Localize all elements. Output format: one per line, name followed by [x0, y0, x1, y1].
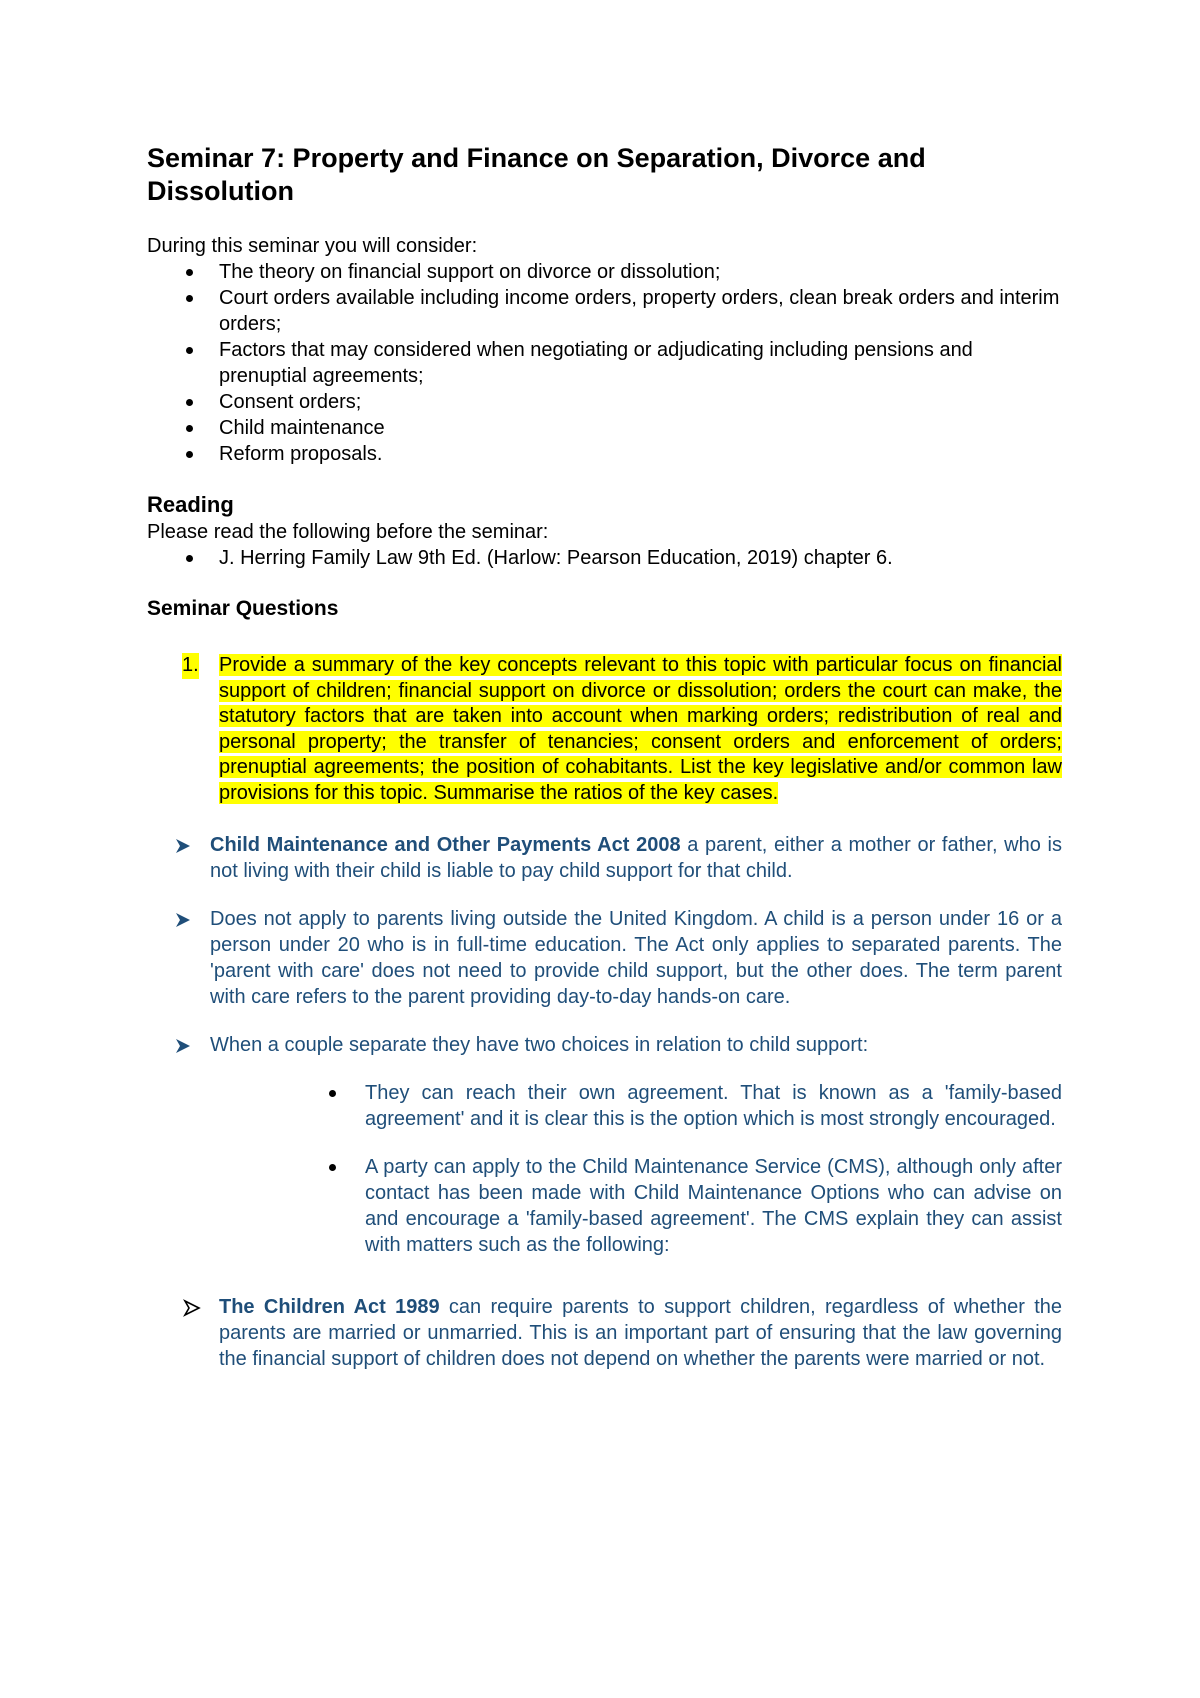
- page-title: Seminar 7: Property and Finance on Separation, Divorce and Dissolution: [147, 143, 926, 206]
- bullet-icon: [186, 451, 193, 458]
- note-choices: When a couple separate they have two choices in relation to child support:: [147, 1032, 1062, 1058]
- intro-text: During this seminar you will consider:: [147, 235, 478, 257]
- reading-heading: Reading: [147, 492, 234, 517]
- bullet-icon: [329, 1090, 336, 1097]
- reading-intro: Please read the following before the seminar:: [147, 521, 549, 543]
- list-item: Child maintenance: [147, 415, 1062, 441]
- list-item: Reform proposals.: [147, 441, 1062, 467]
- topics-list: [147, 259, 1062, 467]
- bullet-icon: [186, 555, 193, 562]
- arrowhead-icon: [174, 837, 192, 855]
- bullet-icon: [186, 295, 193, 302]
- note-cmopa-2008: Child Maintenance and Other Payments Act 2008 a parent, either a mother or father, who is not living with their child is liable to pay child support for that child.: [147, 832, 1062, 884]
- bullet-icon: [186, 425, 193, 432]
- note-children-act-1989: The Children Act 1989 can require parents to support children, regardless of whether the parents are married or unmarried. This is an important part of ensuring that the law governing the financial support of children does not depend on whether the parents were married or not.: [147, 1294, 1062, 1372]
- arrowhead-icon: [174, 1037, 192, 1055]
- act-name: The Children Act 1989: [219, 1296, 440, 1318]
- questions-heading: Seminar Questions: [147, 597, 339, 620]
- reading-list: [147, 545, 1062, 571]
- list-item: Consent orders;: [147, 389, 1062, 415]
- question-text: Provide a summary of the key concepts relevant to this topic with particular focus on financial support of children; financial support on divorce or dissolution; orders the court can make, the statutory factors that are taken into account when marking orders; redistribution of real and personal property; the transfer of tenancies; consent orders and enforcement of orders; prenuptial agreements; the position of cohabitants. List the key legislative and/or common law provisions for this topic. Summarise the ratios of the key cases.: [219, 654, 1062, 804]
- bullet-icon: [186, 347, 193, 354]
- choice-family-agreement: They can reach their own agreement. That is known as a 'family-based agreement' and it is clear this is the option which is most strongly encouraged.: [147, 1080, 1062, 1132]
- question-number: 1.: [182, 653, 199, 679]
- bullet-icon: [329, 1164, 336, 1171]
- list-item: J. Herring Family Law 9th Ed. (Harlow: Pearson Education, 2019) chapter 6.: [147, 545, 1062, 571]
- arrowhead-icon: [174, 911, 192, 929]
- question-1: [147, 653, 1062, 806]
- act-name: Child Maintenance and Other Payments Act 2008: [210, 834, 681, 856]
- list-item: The theory on financial support on divorce or dissolution;: [147, 259, 1062, 285]
- note-scope: Does not apply to parents living outside the United Kingdom. A child is a person under 16 or a person under 20 who is in full-time education. The Act only applies to separated parents. The 'parent with care' does not need to provide child support, but the other does. The term parent with care refers to the parent providing day-to-day hands-on care.: [147, 906, 1062, 1010]
- list-item: Factors that may considered when negotiating or adjudicating including pensions and prenuptial agreements;: [147, 337, 1062, 389]
- bullet-icon: [186, 399, 193, 406]
- document-page: [147, 142, 1062, 1372]
- arrowhead-icon: [183, 1299, 201, 1317]
- bullet-icon: [186, 269, 193, 276]
- list-item: Court orders available including income orders, property orders, clean break orders and interim orders;: [147, 285, 1062, 337]
- choice-cms: A party can apply to the Child Maintenance Service (CMS), although only after contact has been made with Child Maintenance Options who can advise on and encourage a 'family-based agreement'. The CMS explain they can assist with matters such as the following:: [147, 1154, 1062, 1258]
